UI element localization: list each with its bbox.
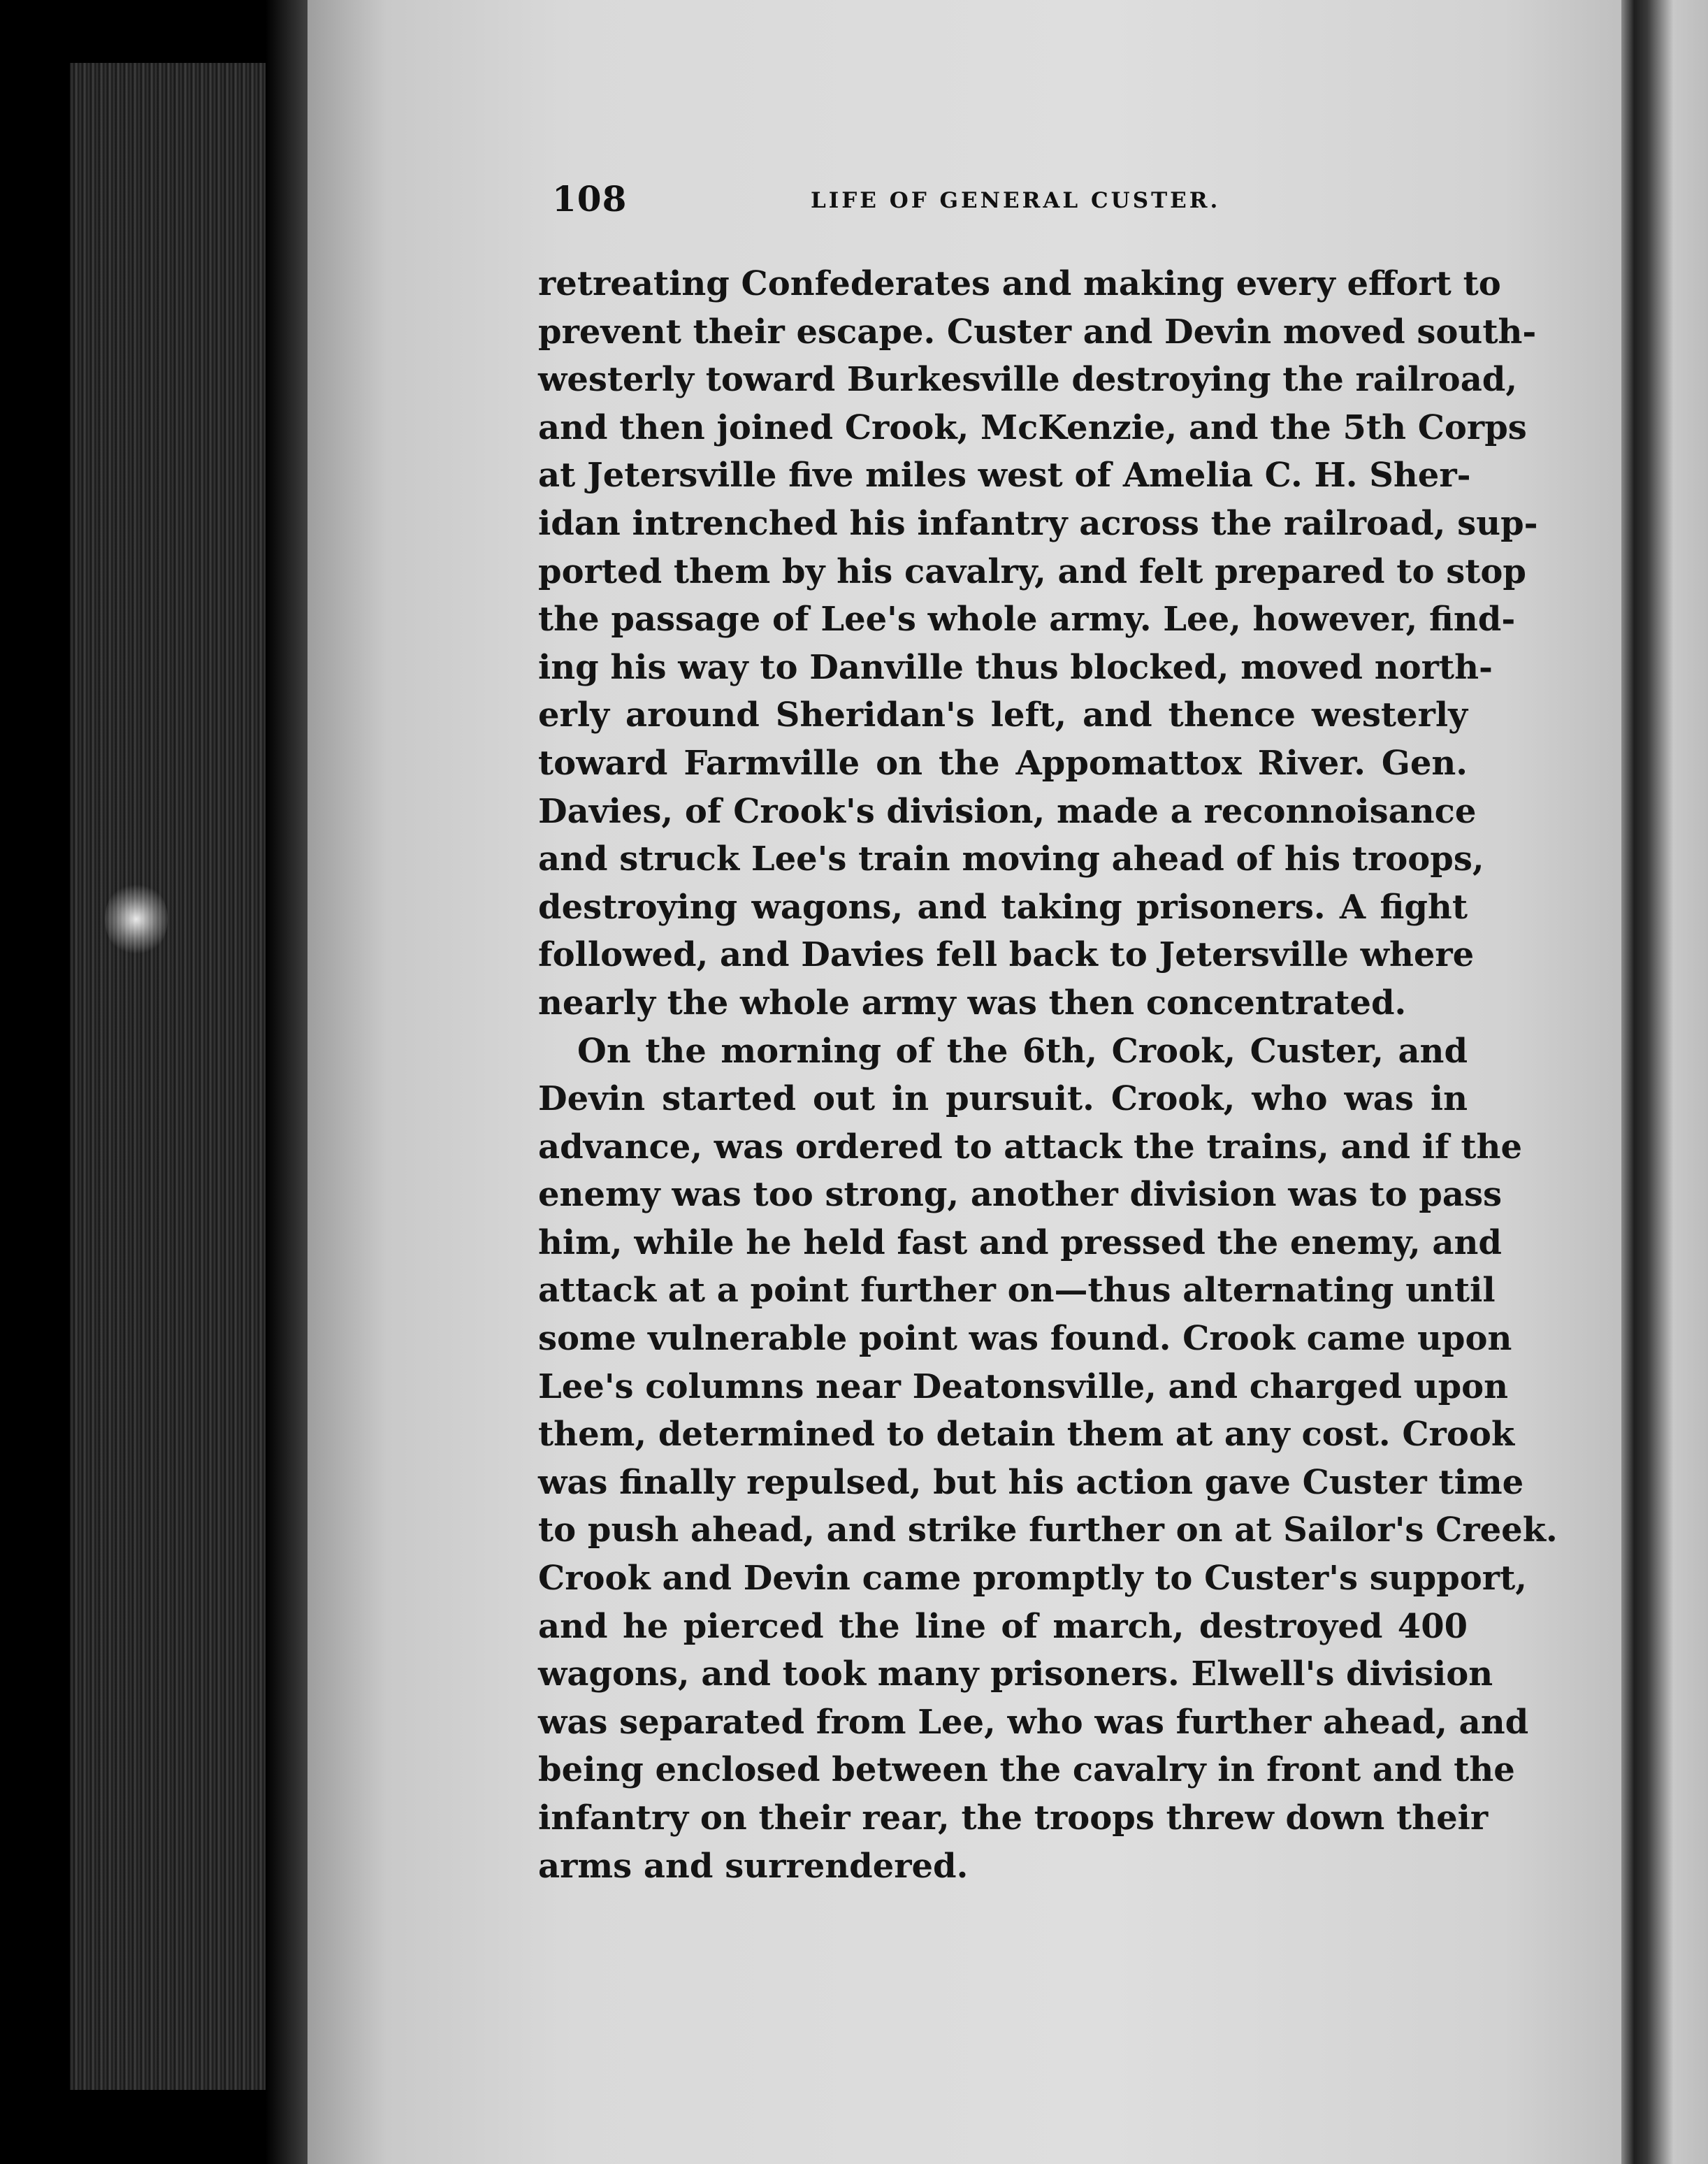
text-line: the passage of Lee's whole army. Lee, however, find- [538, 600, 1516, 640]
scan-light-flare [105, 881, 168, 958]
text-line: westerly toward Burkesville destroying the railroad, [538, 360, 1518, 400]
text-line: Crook and Devin came promptly to Custer's support, [538, 1559, 1527, 1599]
text-line: On the morning of the 6th, Crook, Custer, and [577, 1031, 1468, 1071]
text-line: attack at a point further on—thus alternating until [538, 1271, 1496, 1311]
text-line: enemy was too strong, another division was to pass [538, 1175, 1503, 1215]
page-header [552, 178, 1461, 234]
text-line: ing his way to Danville thus blocked, moved north- [538, 647, 1493, 687]
text-line: them, determined to detain them at any cost. Crook [538, 1415, 1515, 1455]
text-line: prevent their escape. Custer and Devin moved south- [538, 312, 1537, 352]
text-line: and then joined Crook, McKenzie, and the 5th Corps [538, 407, 1527, 447]
text-line: Lee's columns near Deatonsville, and charged upon [538, 1366, 1509, 1406]
text-line: being enclosed between the cavalry in front and the [538, 1750, 1515, 1790]
text-line: erly around Sheridan's left, and thence westerly [538, 695, 1468, 735]
text-line: followed, and Davies fell back to Jetersville where [538, 935, 1475, 975]
page-number: 108 [552, 178, 628, 219]
text-line: nearly the whole army was then concentrated. [538, 983, 1407, 1023]
text-line: was finally repulsed, but his action gave Custer time [538, 1462, 1524, 1502]
text-line: some vulnerable point was found. Crook came upon [538, 1319, 1512, 1359]
text-line: Davies, of Crook's division, made a reconnoisance [538, 791, 1477, 831]
text-line: wagons, and took many prisoners. Elwell's division [538, 1654, 1493, 1694]
body-text [538, 260, 1558, 1890]
text-line: advance, was ordered to attack the trains, and if the [538, 1127, 1522, 1167]
facing-page-edge [1621, 0, 1708, 2164]
text-line: arms and surrendered. [538, 1846, 969, 1886]
text-line: destroying wagons, and taking prisoners. A fight [538, 887, 1468, 927]
text-line: idan intrenched his infantry across the railroad, sup- [538, 503, 1538, 543]
text-line: at Jetersville five miles west of Amelia C. H. Sher- [538, 456, 1471, 496]
text-line: ported them by his cavalry, and felt prepared to stop [538, 551, 1526, 591]
text-line: retreating Confederates and making every effort to [538, 264, 1501, 303]
text-line: and struck Lee's train moving ahead of his troops, [538, 839, 1484, 879]
running-head: LIFE OF GENERAL CUSTER. [811, 188, 1221, 213]
text-line: him, while he held fast and pressed the enemy, and [538, 1222, 1502, 1262]
text-line: toward Farmville on the Appomattox River. Gen. [538, 743, 1468, 783]
text-line: and he pierced the line of march, destroyed 400 [538, 1606, 1468, 1646]
text-line: infantry on their rear, the troops threw down their [538, 1798, 1489, 1838]
text-line: Devin started out in pursuit. Crook, who was in [538, 1079, 1468, 1119]
text-line: was separated from Lee, who was further ahead, and [538, 1702, 1529, 1742]
text-line: to push ahead, and strike further on at Sailor's Creek. [538, 1510, 1558, 1550]
